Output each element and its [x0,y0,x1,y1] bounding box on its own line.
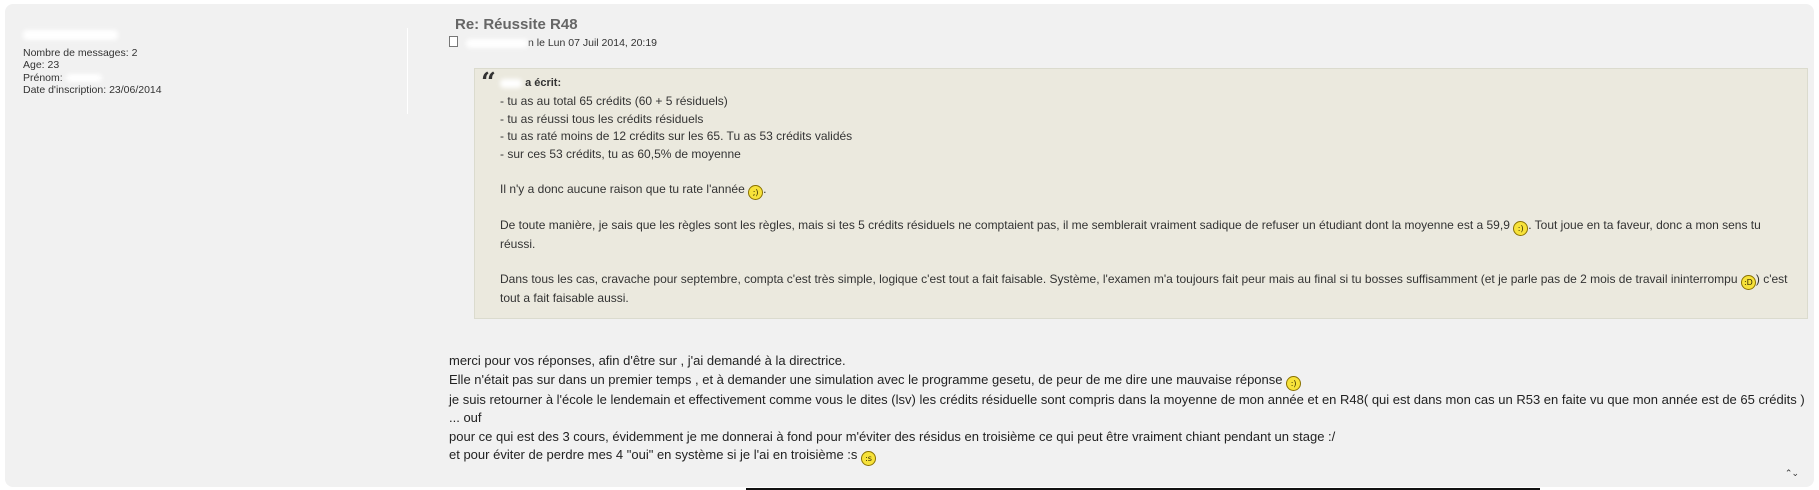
quote-paragraph [500,271,1799,308]
quote-line: - tu as raté moins de 12 crédits sur les 65. Tu as 53 crédits validés [500,129,853,143]
quote-line: - sur ces 53 crédits, tu as 60,5% de moyenne [500,146,741,161]
laugh-smiley-icon: :D [1741,275,1756,290]
quote-paragraph [500,217,1799,254]
content-line [449,371,1809,391]
wink-smiley-icon: ;) [748,185,763,200]
profile-inscription [23,84,407,96]
forum-post [5,4,1814,487]
age-value: 23 [47,59,60,72]
content-line-text: Elle n'était pas sur dans un premier temps , et à demander une simulation avec le programme gesetu, de peur de me dire une mauvaise réponse [449,371,1283,387]
post-date: n le Lun 07 Juil 2014, 20:19 [528,37,658,49]
prenom-label: Prénom: [23,71,63,84]
content-line: je suis retourner à l'école le lendemain et effectivement comme vous le dites (lsv) les crédits résiduelle sont compris dans la moyenne de mon année et en R48( qui est dans mon cas un R53 en faite vu que mon année est de 65 crédits ) ... ouf [449,391,1805,425]
content-line: merci pour vos réponses, afin d'être sur , j'ai demandé à la directrice. [449,353,846,368]
quote-line: - tu as réussi tous les crédits résiduels [500,111,704,126]
quote-para3-text: Dans tous les cas, cravache pour septembre, compta c'est très simple, logique c'est tout a fait faisable. Système, l'examen m'a toujours fait peur mais au final si tu bosses suffisamment (et je parle pas de 2 mois de travail ininterrompu [500,272,1738,286]
profile-prenom [23,72,407,84]
smile-smiley-icon: :) [1286,376,1301,391]
confused-smiley-icon: :s [861,451,876,466]
messages-label: Nombre de messages: [23,47,129,59]
quote-cite-text: a écrit: [525,77,562,89]
quote-para3-text-end: ) c'est tout a fait faisable aussi. [500,272,1788,305]
content-line [449,446,1809,466]
quote-para2-text: De toute manière, je sais que les règles sont les règles, mais si tes 5 crédits résiduels ne comptaient pas, il me semblerait vraiment sadique de refuser un étudiant dont la moyenne est a 59,9 [500,218,1510,232]
messages-value: 2 [131,47,138,59]
inscription-label: Date d'inscription: [23,83,107,96]
quote-line: - tu as au total 65 crédits (60 + 5 résiduels) [500,94,728,108]
post-profile [23,28,408,114]
content-line: pour ce qui est des 3 cours, évidemment je me donnerai à fond pour m'éviter des résidus en troisième ce qui peut être vraiment chiant pendant un stage :/ [449,428,1336,444]
quote-author-redacted [500,79,522,88]
profile-age [23,59,407,71]
username-redacted[interactable] [23,28,407,42]
quote-cite [500,76,1799,91]
quote-para2-text-end: . Tout joue en ta faveur, donc a mon sens tu réussi. [500,218,1761,251]
profile-messages [23,47,407,59]
quote-block [474,68,1808,319]
inscription-value: 23/06/2014 [109,83,162,96]
prenom-redacted [66,74,102,82]
post-title[interactable]: Re: Réussite R48 [455,16,578,33]
post-content [449,352,1809,466]
quote-para1-text: Il n'y a donc aucune raison que tu rate l'année [500,181,745,196]
post-body [449,16,1809,463]
content-line-text: et pour éviter de perdre mes 4 "oui" en système si je l'ai en troisième :s [449,447,858,462]
post-author [449,36,1809,50]
quote-paragraph [500,181,1799,200]
quote-para1-end: . [763,181,767,196]
back-to-top-icon[interactable]: ⌃⌄ [1784,469,1798,479]
post-link-icon[interactable] [449,36,458,47]
smile-smiley-icon: :) [1513,221,1528,236]
quote-mark-icon: “ [481,68,496,98]
age-label: Age: [23,59,45,72]
author-redacted [466,39,528,48]
